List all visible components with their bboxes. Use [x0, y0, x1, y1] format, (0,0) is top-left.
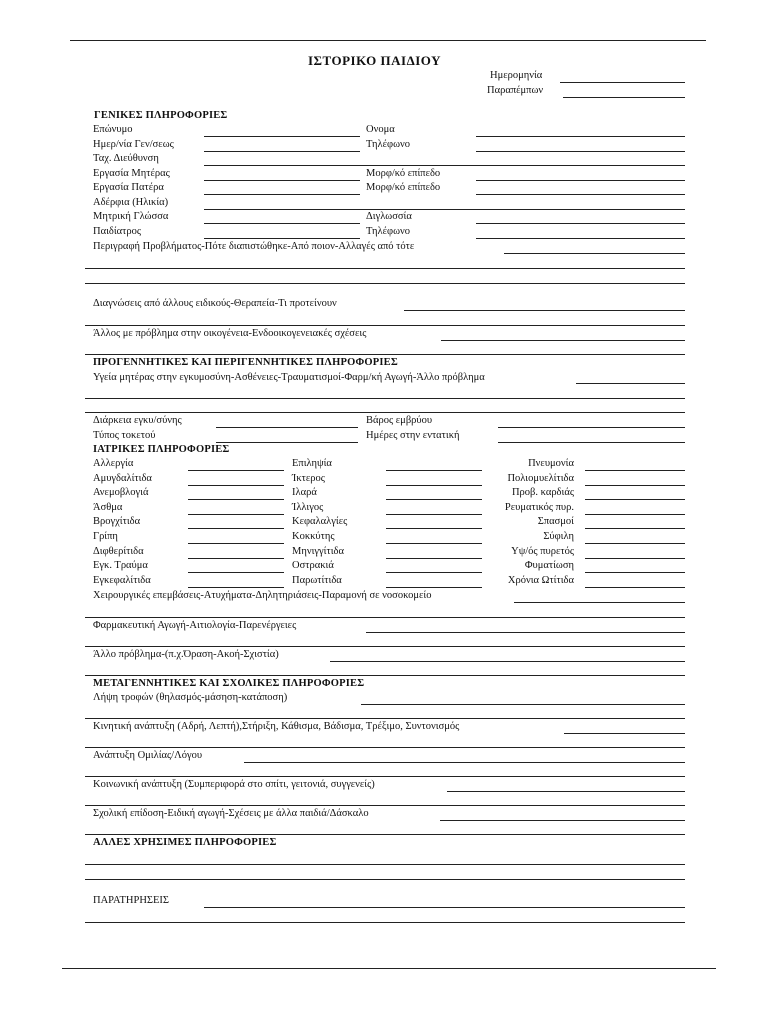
- father-job-label: Εργασία Πατέρα: [93, 182, 164, 193]
- medical-item-field[interactable]: [188, 499, 284, 500]
- other-problem-line-2[interactable]: [85, 675, 685, 676]
- mother-job-field[interactable]: [204, 180, 360, 181]
- medical-item-label: Διφθερίτιδα: [93, 545, 144, 557]
- incubator-days-label: Ημέρες στην εντατική: [366, 430, 460, 441]
- problem-desc-line-2[interactable]: [85, 268, 685, 269]
- medical-item-label: Επιληψία: [292, 458, 332, 469]
- surgeries-label: Χειρουργικές επεμβάσεις-Ατυχήματα-Δηλητηριάσεις-Παραμονή σε νοσοκομείο: [93, 590, 432, 601]
- postnatal-heading: ΜΕΤΑΓΕΝΝΗΤΙΚΕΣ ΚΑΙ ΣΧΟΛΙΚΕΣ ΠΛΗΡΟΦΟΡΙΕΣ: [93, 678, 365, 689]
- medical-item-field[interactable]: [386, 470, 482, 471]
- prenatal-heading: ΠΡΟΓΕΝΝΗΤΙΚΕΣ ΚΑΙ ΠΕΡΙΓΕΝΝΗΤΙΚΕΣ ΠΛΗΡΟΦΟΡΙΕΣ: [93, 357, 398, 368]
- other-problem-field[interactable]: [330, 661, 685, 662]
- medical-item-field[interactable]: [188, 587, 284, 588]
- other-line-1[interactable]: [85, 864, 685, 865]
- medical-item-label: Προβ. καρδιάς: [511, 487, 574, 499]
- siblings-field[interactable]: [204, 209, 685, 210]
- diagnoses-field[interactable]: [404, 310, 685, 311]
- medical-item-field[interactable]: [188, 470, 284, 471]
- medical-item-label: Χρόνια Ωτίτιδα: [507, 574, 574, 586]
- medication-label: Φαρμακευτική Αγωγή-Αιτιολογία-Παρενέργειες: [93, 620, 297, 631]
- social-field[interactable]: [447, 791, 685, 792]
- pregnancy-duration-label: Διάρκεια εγκυ/σύνης: [93, 415, 182, 426]
- medical-item-label: Σπασμοί: [537, 516, 574, 528]
- surgeries-line-2[interactable]: [85, 617, 685, 618]
- medical-item-field[interactable]: [585, 485, 685, 486]
- mother-edu-label: Μορφ/κό επίπεδο: [366, 168, 441, 179]
- medical-item-field[interactable]: [386, 485, 482, 486]
- medical-item-label: Υψ/ός πυρετός: [511, 545, 574, 557]
- mother-edu-field[interactable]: [476, 180, 685, 181]
- medical-heading: ΙΑΤΡΙΚΕΣ ΠΛΗΡΟΦΟΡΙΕΣ: [93, 444, 230, 455]
- medical-item-label: Πνευμονία: [528, 458, 574, 469]
- problem-desc-label: Περιγραφή Προβλήματος-Πότε διαπιστώθηκε-Από ποιον-Αλλαγές από τότε: [93, 241, 415, 252]
- pediatrician-field[interactable]: [204, 238, 360, 239]
- problem-desc-line-3[interactable]: [85, 283, 685, 284]
- other-heading: ΑΛΛΕΣ ΧΡΗΣΙΜΕΣ ΠΛΗΡΟΦΟΡΙΕΣ: [93, 837, 277, 848]
- phone2-label: Τηλέφωνο: [366, 226, 410, 237]
- bottom-rule: [62, 968, 716, 969]
- medical-item-field[interactable]: [386, 514, 482, 515]
- mother-job-label: Εργασία Μητέρας: [93, 168, 170, 179]
- referral-label: Παραπέμπων: [487, 85, 544, 96]
- surname-label: Επώνυμο: [93, 124, 133, 135]
- social-label: Κοινωνική ανάπτυξη (Συμπεριφορά στο σπίτι, γειτονιά, συγγενείς): [93, 779, 375, 790]
- bilingual-field[interactable]: [476, 223, 685, 224]
- school-field[interactable]: [440, 820, 685, 821]
- remarks-label: ΠΑΡΑΤΗΡΗΣΕΙΣ: [93, 895, 170, 906]
- medical-item-field[interactable]: [188, 543, 284, 544]
- school-label: Σχολική επίδοση-Ειδική αγωγή-Σχέσεις με άλλα παιδιά/Δάσκαλο: [93, 808, 369, 819]
- father-edu-label: Μορφ/κό επίπεδο: [366, 182, 441, 193]
- medical-item-field[interactable]: [386, 572, 482, 573]
- other-line-2[interactable]: [85, 879, 685, 880]
- medical-item-field[interactable]: [386, 499, 482, 500]
- medical-item-label: Εγκ. Τραύμα: [93, 560, 148, 572]
- top-rule: [70, 40, 706, 41]
- social-line-2[interactable]: [85, 805, 685, 806]
- bilingual-label: Διγλωσσία: [366, 211, 412, 222]
- date-field[interactable]: [560, 82, 685, 83]
- medical-item-label: Κεφαλαλγίες: [292, 516, 348, 528]
- medical-item-label: Μηνιγγίτιδα: [292, 545, 344, 557]
- mother-health-field[interactable]: [576, 383, 685, 384]
- pediatrician-label: Παιδίατρος: [93, 226, 142, 237]
- medical-item-label: Παρωτίτιδα: [292, 574, 342, 586]
- medical-item-label: Πολιομυελίτιδα: [507, 472, 574, 484]
- medical-item-field[interactable]: [188, 528, 284, 529]
- address-label: Ταχ. Διεύθυνση: [93, 153, 159, 164]
- medical-item-field[interactable]: [585, 558, 685, 559]
- mother-tongue-field[interactable]: [204, 223, 360, 224]
- birth-type-field[interactable]: [216, 442, 358, 443]
- medical-item-label: Αλλεργία: [93, 458, 134, 469]
- mother-health-label: Υγεία μητέρας στην εγκυμοσύνη-Ασθένειες-Τραυματισμοί-Φαρμ/κή Αγωγή-Άλλο πρόβλημα: [93, 372, 485, 383]
- medical-item-label: Ίλλιγος: [292, 501, 324, 513]
- medical-item-field[interactable]: [585, 499, 685, 500]
- medical-item-label: Ιλαρά: [292, 487, 317, 499]
- medical-item-field[interactable]: [585, 572, 685, 573]
- name-label: Ονομα: [366, 124, 395, 135]
- medical-item-field[interactable]: [585, 514, 685, 515]
- medical-item-label: Εγκεφαλίτιδα: [93, 574, 151, 586]
- medical-item-field[interactable]: [386, 528, 482, 529]
- medical-item-field[interactable]: [585, 470, 685, 471]
- feeding-label: Λήψη τροφών (θηλασμός-μάσηση-κατάποση): [93, 692, 288, 703]
- mother-tongue-label: Μητρική Γλώσσα: [93, 211, 169, 222]
- birthdate-field[interactable]: [204, 151, 360, 152]
- mother-health-line-3[interactable]: [85, 412, 685, 413]
- address-field[interactable]: [204, 165, 685, 166]
- medical-item-label: Βρογχίτιδα: [93, 516, 141, 528]
- date-label: Ημερομηνία: [490, 70, 543, 81]
- family-problem-field[interactable]: [441, 340, 685, 341]
- medical-item-label: Οστρακιά: [292, 560, 334, 572]
- incubator-days-field[interactable]: [498, 442, 685, 443]
- medical-item-label: Άσθμα: [93, 501, 123, 513]
- medication-line-2[interactable]: [85, 646, 685, 647]
- medical-item-field[interactable]: [188, 572, 284, 573]
- surname-field[interactable]: [204, 136, 360, 137]
- medical-item-field[interactable]: [188, 558, 284, 559]
- family-problem-line-2[interactable]: [85, 354, 685, 355]
- motor-field[interactable]: [564, 733, 685, 734]
- father-job-field[interactable]: [204, 194, 360, 195]
- medical-item-field[interactable]: [386, 558, 482, 559]
- diagnoses-line-2[interactable]: [85, 325, 685, 326]
- pregnancy-duration-field[interactable]: [216, 427, 358, 428]
- medical-item-label: Κοκκύτης: [292, 531, 335, 542]
- medication-field[interactable]: [366, 632, 685, 633]
- medical-item-label: Ανεμοβλογιά: [93, 487, 149, 499]
- siblings-label: Αδέρφια (Ηλικία): [93, 197, 169, 208]
- name-field[interactable]: [476, 136, 685, 137]
- father-edu-field[interactable]: [476, 194, 685, 195]
- medical-item-label: Ρευματικός πυρ.: [504, 501, 574, 513]
- family-problem-label: Άλλος με πρόβλημα στην οικογένεια-Ενδοοικογενειακές σχέσεις: [93, 328, 367, 339]
- medical-item-field[interactable]: [585, 543, 685, 544]
- mother-health-line-2[interactable]: [85, 398, 685, 399]
- birth-weight-label: Βάρος εμβρύου: [366, 415, 433, 426]
- medical-item-label: Σύφιλη: [543, 531, 574, 542]
- medical-item-field[interactable]: [188, 485, 284, 486]
- speech-line-2[interactable]: [85, 776, 685, 777]
- medical-item-field[interactable]: [585, 587, 685, 588]
- problem-desc-field[interactable]: [504, 253, 685, 254]
- medical-item-label: Φυματίωση: [524, 560, 574, 572]
- motor-label: Κινητική ανάπτυξη (Αδρή, Λεπτή),Στήριξη, Κάθισμα, Βάδισμα, Τρέξιμο, Συντονισμός: [93, 721, 460, 732]
- medical-item-field[interactable]: [585, 528, 685, 529]
- motor-line-2[interactable]: [85, 747, 685, 748]
- phone2-field[interactable]: [476, 238, 685, 239]
- speech-label: Ανάπτυξη Ομιλίας/Λόγου: [93, 750, 203, 761]
- surgeries-field[interactable]: [514, 602, 685, 603]
- birth-weight-field[interactable]: [498, 427, 685, 428]
- feeding-field[interactable]: [361, 704, 685, 705]
- referral-field[interactable]: [563, 97, 685, 98]
- medical-item-label: Αμυγδαλίτιδα: [93, 472, 152, 484]
- birthdate-label: Ημερ/νία Γεν/σεως: [93, 139, 174, 150]
- medical-item-field[interactable]: [386, 587, 482, 588]
- remarks-field[interactable]: [204, 907, 685, 908]
- birth-type-label: Τύπος τοκετού: [93, 430, 156, 441]
- page-title: ΙΣΤΟΡΙΚΟ ΠΑΙΔΙΟΥ: [308, 53, 441, 68]
- school-line-2[interactable]: [85, 834, 685, 835]
- feeding-line-2[interactable]: [85, 718, 685, 719]
- phone1-label: Τηλέφωνο: [366, 139, 410, 150]
- remarks-line-2[interactable]: [85, 922, 685, 923]
- phone1-field[interactable]: [476, 151, 685, 152]
- medical-item-field[interactable]: [188, 514, 284, 515]
- general-heading: ΓΕΝΙΚΕΣ ΠΛΗΡΟΦΟΡΙΕΣ: [94, 110, 228, 121]
- other-problem-label: Άλλο πρόβλημα-(π.χ.Όραση-Ακοή-Σχιστία): [93, 649, 279, 660]
- speech-field[interactable]: [244, 762, 685, 763]
- diagnoses-label: Διαγνώσεις από άλλους ειδικούς-Θεραπεία-Τι προτείνουν: [93, 298, 337, 309]
- medical-item-label: Ίκτερος: [292, 472, 325, 484]
- medical-item-label: Γρίπη: [93, 531, 118, 542]
- medical-item-field[interactable]: [386, 543, 482, 544]
